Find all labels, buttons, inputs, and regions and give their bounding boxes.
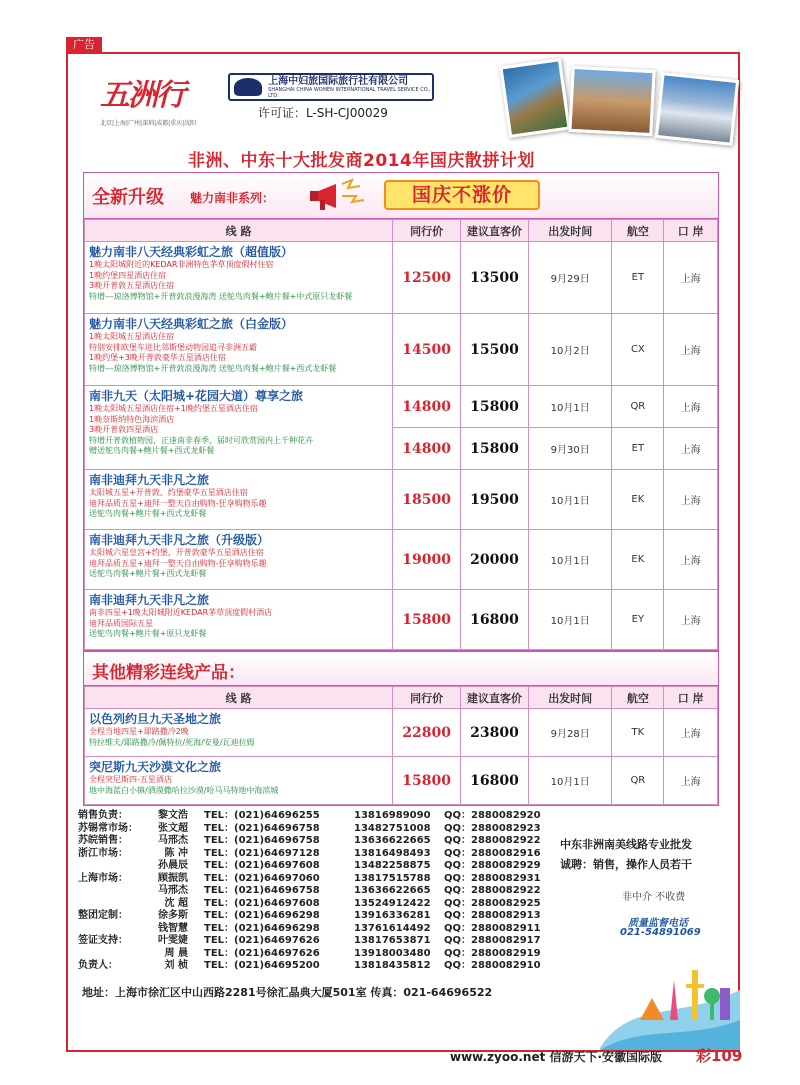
suggested-price: 20000 (461, 530, 529, 590)
suggested-price: 16800 (461, 757, 529, 805)
peer-price: 22800 (393, 709, 461, 757)
departure-port: 上海 (664, 470, 718, 530)
route-title: 魅力南非八天经典彩虹之旅（超值版） (89, 245, 294, 259)
contact-qq: QQ：2880082917 (444, 935, 541, 946)
route-detail: 1晚奈斯纳特色海滨酒店 (89, 414, 175, 424)
departure-port: 上海 (664, 709, 718, 757)
table-row (85, 386, 718, 428)
route-detail: 1晚太阳城附近的KEDAR非洲特色茅草顶度假村住宿 (89, 260, 274, 269)
departure-port: 上海 (664, 242, 718, 314)
contact-phone: TEL：(021)64696255 (204, 810, 320, 821)
contact-mobile: 13482258875 (354, 860, 431, 871)
peer-price: 15800 (393, 757, 461, 805)
no-agency-fee-note: 非中介 不收费 (622, 892, 686, 903)
route-detail: 全程突尼斯四-五星酒店 (89, 775, 172, 784)
route-description (85, 386, 393, 470)
route-detail: 1晚太阳城五星酒店住宿 (89, 332, 175, 341)
agency-logo (228, 73, 434, 101)
contact-mobile: 13817515788 (354, 872, 431, 884)
contact-phone: TEL：(021)64697608 (204, 860, 320, 871)
contact-name: 张文超 (158, 822, 188, 834)
contact-mobile: 13636622665 (354, 885, 431, 896)
contact-department: 苏皖销售： (78, 835, 128, 846)
route-detail: 太阳城六星皇宫+约堡、开普敦豪华五星酒店住宿 (89, 548, 264, 557)
departure-date: 9月28日 (528, 709, 612, 757)
departure-port: 上海 (664, 314, 718, 386)
route-title: 南非九天（太阳城+花园大道）尊享之旅 (89, 389, 304, 403)
table-row (85, 757, 718, 805)
route-detail: 1晚约堡+3晚开普敦豪华五星酒店住宿 (89, 353, 226, 362)
contact-qq: QQ：2880082922 (444, 885, 541, 896)
table-row (85, 314, 718, 386)
agency-name-en: SHANGHAI CHINA WOMEN INTERNATIONAL TRAVEL SERVICE CO., LTD. (268, 86, 431, 99)
suggested-price: 19500 (461, 470, 529, 530)
route-title: 南非迪拜九天非凡之旅 (89, 593, 210, 607)
contact-qq: QQ：2880082923 (444, 822, 541, 834)
route-detail: 赠送鸵鸟肉餐+鲍片餐+西式龙虾餐 (89, 446, 215, 455)
contact-phone: TEL：(021)64697626 (204, 947, 320, 959)
header-suggest: 建议直客价 (461, 220, 529, 242)
table-header-row (85, 687, 718, 709)
route-detail: 1晚约堡四星酒店住宿 (89, 270, 167, 280)
contact-phone: TEL：(021)64696758 (204, 835, 320, 846)
route-detail: 太阳城五星+开普敦、约堡豪华五星酒店住宿 (89, 488, 248, 497)
contact-phone: TEL：(021)64696758 (204, 885, 320, 896)
contact-name: 陈 冲 (164, 847, 188, 859)
peer-price: 14800 (393, 386, 461, 428)
hotline-number: 021-54891069 (620, 927, 701, 938)
header-port: 口 岸 (664, 220, 718, 242)
contact-phone: TEL：(021)64696298 (204, 922, 320, 934)
route-detail: 特别安排欧堡车进比邻斯堡动物园追寻非洲五霸 (89, 342, 257, 352)
departure-date: 9月29日 (528, 242, 612, 314)
peer-price: 19000 (393, 530, 461, 590)
departure-port: 上海 (664, 590, 718, 650)
contact-qq: QQ：2880082931 (444, 872, 541, 884)
airline-code: QR (612, 757, 664, 805)
contact-qq: QQ：2880082920 (444, 810, 541, 821)
route-description (85, 709, 393, 757)
departure-port: 上海 (664, 428, 718, 470)
route-detail: 特增开普敦植物园，正逢南非春季，届时可欣赏园内上千种花卉 (89, 435, 313, 445)
series-label: 魅力南非系列： (190, 191, 275, 205)
airline-code: EK (612, 530, 664, 590)
airline-code: ET (612, 242, 664, 314)
route-detail: 迪拜品质国际五星 (89, 618, 153, 628)
route-title: 突尼斯九天沙漠文化之旅 (89, 760, 222, 774)
departure-date: 10月1日 (528, 470, 612, 530)
airline-code: CX (612, 314, 664, 386)
contact-department: 签证支持： (78, 935, 128, 946)
contact-name: 刘 桢 (164, 960, 188, 971)
contact-name: 钱智慧 (158, 922, 188, 934)
contact-department: 负责人： (78, 960, 118, 971)
table-row (85, 590, 718, 650)
departure-date: 9月30日 (528, 428, 612, 470)
contact-name: 孙晨辰 (158, 860, 188, 871)
contact-name: 马邢杰 (158, 885, 188, 896)
section-header (84, 173, 718, 219)
no-price-rise-stamp: 国庆不涨价 (384, 180, 540, 210)
contact-qq: QQ：2880082916 (444, 847, 541, 859)
route-detail: 送鸵鸟肉餐+鲍片餐+西式龙虾餐 (89, 569, 207, 578)
route-detail: 特增---琼洛博物馆+开普敦浪漫海湾 送鸵鸟肉餐+鲍片餐+西式龙虾餐 (89, 363, 337, 373)
route-detail: 全程当地四星+耶路撒冷2晚 (89, 727, 189, 736)
route-description (85, 242, 393, 314)
contact-name: 周 晨 (164, 947, 188, 959)
wuzhouxing-logo (100, 70, 210, 130)
route-detail: 迪拜品质五星+迪拜一整天自由购物-狂享购物乐趣 (89, 498, 267, 508)
route-detail: 1晚太阳城五星酒店住宿+1晚约堡五星酒店住宿 (89, 404, 258, 413)
header-route: 线 路 (85, 220, 393, 242)
peer-price: 14800 (393, 428, 461, 470)
route-detail: 特增---琼洛博物馆+开普敦浪漫海湾 送鸵鸟肉餐+鲍片餐+中式原只龙虾餐 (89, 291, 353, 301)
route-description (85, 757, 393, 805)
suggested-price: 16800 (461, 590, 529, 650)
contact-mobile: 13524912422 (354, 897, 431, 909)
route-title: 南非迪拜九天非凡之旅（升级版） (89, 533, 270, 547)
contact-phone: TEL：(021)64695200 (204, 960, 320, 971)
route-table (84, 219, 718, 650)
departure-date: 10月1日 (528, 386, 612, 428)
logo-name: 五洲行 (100, 78, 184, 113)
header-date: 出发时间 (528, 687, 612, 709)
contact-phone: TEL：(021)64697128 (204, 847, 320, 859)
airline-code: ET (612, 428, 664, 470)
other-header (84, 652, 718, 686)
departure-date: 10月1日 (528, 757, 612, 805)
suggested-price: 13500 (461, 242, 529, 314)
desert-city-photo (568, 66, 655, 136)
peer-price: 18500 (393, 470, 461, 530)
contact-mobile: 13918003480 (354, 947, 431, 959)
contact-phone: TEL：(021)64696758 (204, 822, 320, 834)
contact-phone: TEL：(021)64697060 (204, 872, 320, 884)
route-detail: 南非四星+1晚太阳城附近KEDAR茅草顶度假村酒店 (89, 608, 273, 617)
footer-website: www.zyoo.net 信游天下·安徽国际版 (450, 1050, 663, 1064)
contact-qq: QQ：2880082911 (444, 922, 541, 934)
contact-mobile: 13482751008 (354, 822, 431, 834)
contact-mobile: 13761614492 (354, 922, 431, 934)
contact-department: 浙江市场： (78, 847, 128, 859)
contact-name: 黎文浩 (158, 810, 188, 821)
contact-mobile: 13816989090 (354, 810, 431, 821)
contact-name: 叶雯婕 (158, 935, 188, 946)
route-detail: 送鸵鸟肉餐+鲍片餐+西式龙虾餐 (89, 509, 207, 518)
page-title: 非洲、中东十大批发商2014年国庆散拼计划 (188, 151, 535, 171)
airline-code: TK (612, 709, 664, 757)
photo-collage (500, 58, 740, 148)
departure-port: 上海 (664, 386, 718, 428)
route-detail: 地中海蓝白小镇/洒漠撒哈拉沙漠/哈马马特地中海滨城 (89, 785, 279, 795)
departure-date: 10月1日 (528, 590, 612, 650)
contact-qq: QQ：2880082925 (444, 897, 541, 909)
header-peer: 同行价 (393, 220, 461, 242)
departure-date: 10月1日 (528, 530, 612, 590)
wholesale-note: 中东非洲南美线路专业批发 (560, 838, 692, 851)
contact-mobile: 13916336281 (354, 910, 431, 921)
header-airline: 航空 (612, 220, 664, 242)
agency-name-cn: 上海中妇旅国际旅行社有限公司 (268, 75, 409, 87)
contact-name: 马邢杰 (158, 835, 188, 846)
route-description (85, 314, 393, 386)
departure-port: 上海 (664, 757, 718, 805)
airline-code: QR (612, 386, 664, 428)
table-row (85, 470, 718, 530)
route-detail: 送鸵鸟肉餐+鲍片餐+原只龙虾餐 (89, 629, 207, 638)
contact-department: 苏锡常市场： (78, 822, 138, 834)
other-route-table (84, 686, 718, 805)
contact-qq: QQ：2880082922 (444, 835, 541, 846)
contact-phone: TEL：(021)64696298 (204, 910, 320, 921)
contact-qq: QQ：2880082919 (444, 947, 541, 959)
contact-phone: TEL：(021)64697626 (204, 935, 320, 946)
contact-mobile: 13636622665 (354, 835, 431, 846)
contact-name: 沈 超 (164, 897, 188, 909)
table-row (85, 709, 718, 757)
header-date: 出发时间 (528, 220, 612, 242)
contact-department: 上海市场： (78, 872, 128, 884)
peer-price: 12500 (393, 242, 461, 314)
contact-qq: QQ：2880082910 (444, 960, 541, 971)
south-africa-table (83, 172, 719, 651)
coast-photo (499, 58, 570, 138)
other-title: 其他精彩连线产品： (92, 663, 245, 683)
agency-emblem-icon (234, 78, 262, 96)
ad-label: 广告 (66, 37, 102, 53)
header-peer: 同行价 (393, 687, 461, 709)
table-row (85, 530, 718, 590)
contact-mobile: 13816498493 (354, 847, 431, 859)
landmarks-illustration (600, 930, 740, 1050)
contact-department: 销售负责： (78, 810, 128, 821)
contact-phone: TEL：(021)64697608 (204, 897, 320, 909)
header-suggest: 建议直客价 (461, 687, 529, 709)
route-detail: 迪拜品质五星+迪拜一整天自由购物-狂享购物乐趣 (89, 558, 267, 568)
hotline-label: 质量监督电话 (628, 918, 688, 929)
departure-port: 上海 (664, 530, 718, 590)
contact-qq: QQ：2880082913 (444, 910, 541, 921)
contact-department: 整团定制： (78, 910, 128, 921)
contact-name: 徐多斯 (158, 910, 188, 921)
route-detail: 特拉维夫/耶路撒冷/佩特拉/死海/安曼/瓦迪拉姆 (89, 737, 255, 747)
route-detail: 3晚开普敦五星酒店住宿 (89, 281, 175, 290)
airline-code: EY (612, 590, 664, 650)
page-number: 彩109 (696, 1047, 743, 1065)
marina-photo (655, 72, 739, 146)
hiring-note: 诚聘：销售，操作人员若干 (560, 858, 692, 871)
route-description (85, 530, 393, 590)
airline-code: EK (612, 470, 664, 530)
license-number: 许可证：L-SH-CJ00029 (258, 106, 388, 120)
header-route: 线 路 (85, 687, 393, 709)
contact-mobile: 13818435812 (354, 960, 431, 971)
departure-date: 10月2日 (528, 314, 612, 386)
other-products-table (83, 651, 719, 806)
header-airline: 航空 (612, 687, 664, 709)
route-title: 以色列约旦九天圣地之旅 (89, 712, 222, 726)
logo-cities: 北京|上海|广州|深圳|成都|重庆|沈阳 (100, 120, 197, 127)
peer-price: 14500 (393, 314, 461, 386)
suggested-price: 23800 (461, 709, 529, 757)
route-title: 魅力南非八天经典彩虹之旅（白金版） (89, 317, 294, 331)
suggested-price: 15800 (461, 386, 529, 428)
suggested-price: 15800 (461, 428, 529, 470)
route-title: 南非迪拜九天非凡之旅 (89, 473, 210, 487)
peer-price: 15800 (393, 590, 461, 650)
megaphone-icon (308, 178, 368, 214)
header-port: 口 岸 (664, 687, 718, 709)
route-detail: 3晚开普敦四星酒店 (89, 425, 159, 434)
table-header-row (85, 220, 718, 242)
contact-qq: QQ：2880082929 (444, 860, 541, 871)
address-line: 地址：上海市徐汇区中山西路2281号徐汇晶典大厦501室 传真：021-64696522 (82, 986, 493, 999)
table-row (85, 242, 718, 314)
contact-mobile: 13817653871 (354, 935, 431, 946)
section-title: 全新升级 (92, 187, 164, 208)
route-description (85, 470, 393, 530)
route-description (85, 590, 393, 650)
contact-name: 顾振凯 (158, 872, 188, 884)
suggested-price: 15500 (461, 314, 529, 386)
